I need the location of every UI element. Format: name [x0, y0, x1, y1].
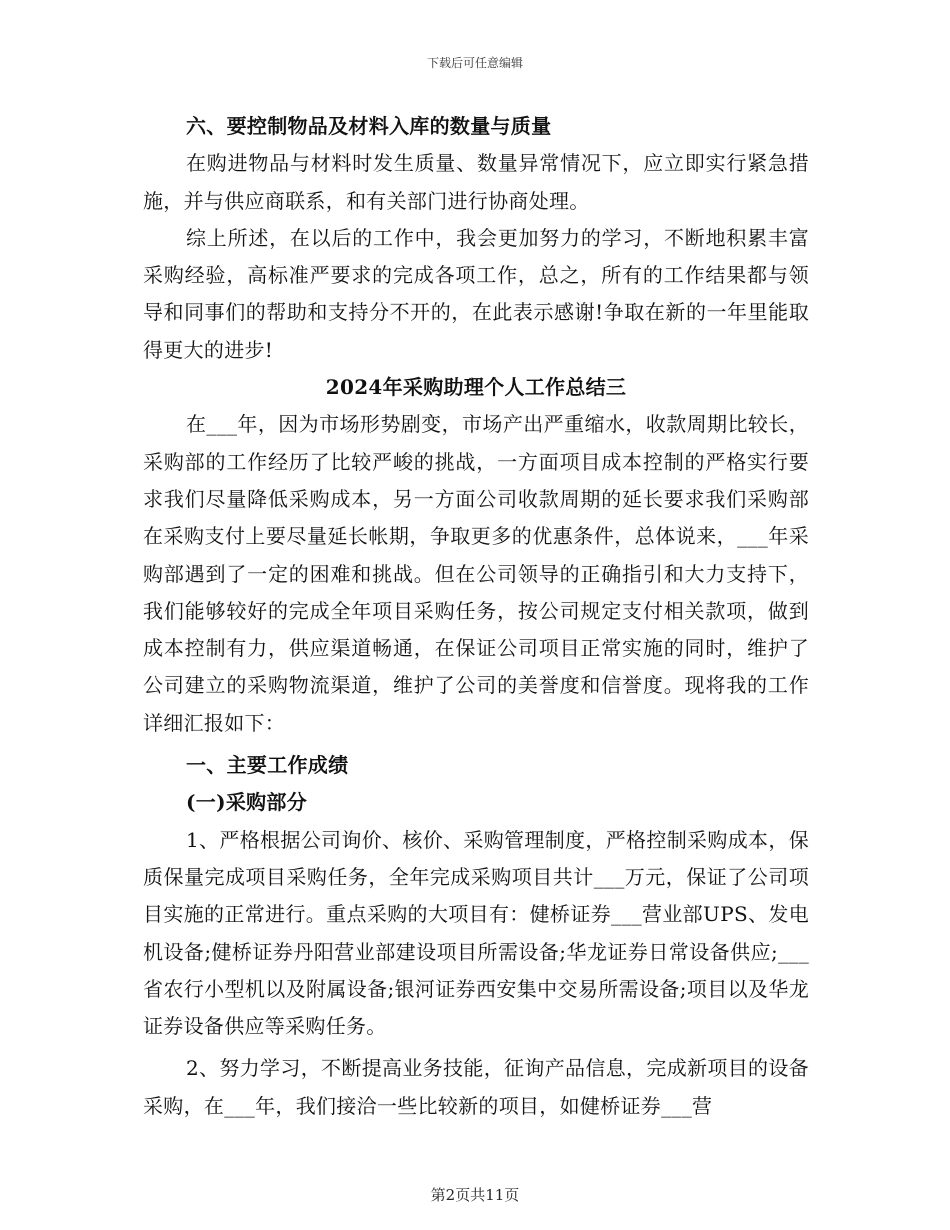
document-body [143, 108, 809, 1125]
subsection-heading: (一)采购部分 [186, 790, 308, 815]
paragraph: 在购进物品与材料时发生质量、数量异常情况下，应立即实行紧急措施，并与供应商联系，和有关部门进行协商处理。 [143, 151, 809, 213]
paragraph: 在___年，因为市场形势剧变，市场产出严重缩水，收款周期比较长，采购部的工作经历了比较严峻的挑战，一方面项目成本控制的严格实行要求我们尽量降低采购成本，另一方面公司收款周期的延长要求我们采购部在采购支付上要尽量延长帐期，争取更多的优惠条件，总体说来，___年采购部遇到了一定的困难和挑战。但在公司领导的正确指引和大力支持下，我们能够较好的完成全年项目采购任务，按公司规定支付相关款项，做到成本控制有力，供应渠道畅通，在保证公司项目正常实施的同时，维护了公司建立的采购物流渠道，维护了公司的美誉度和信誉度。现将我的工作详细汇报如下： [143, 412, 809, 735]
page-header: 下载后可任意编辑 [426, 56, 523, 70]
section-heading-1: 一、主要工作成绩 [186, 753, 349, 778]
page-footer: 第2页共11页 [430, 1186, 520, 1204]
paragraph: 2、努力学习，不断提高业务技能，征询产品信息，完成新项目的设备采购，在___年，我们接洽一些比较新的项目，如健桥证券___营 [143, 1056, 809, 1118]
paragraph: 1、严格根据公司询价、核价、采购管理制度，严格控制采购成本，保质保量完成项目采购任务，全年完成采购项目共计___万元，保证了公司项目实施的正常进行。重点采购的大项目有：健桥证券___营业部UPS、发电机设备;健桥证券丹阳营业部建设项目所需设备;华龙证券日常设备供应;___省农行小型机以及附属设备;银河证券西安集中交易所需设备;项目以及华龙证券设备供应等采购任务。 [143, 827, 809, 1039]
paragraph: 综上所述，在以后的工作中，我会更加努力的学习，不断地积累丰富采购经验，高标准严要求的完成各项工作，总之，所有的工作结果都与领导和同事们的帮助和支持分不开的，在此表示感谢!争取在新的一年里能取得更大的进步! [143, 225, 809, 362]
section-heading-6: 六、要控制物品及材料入库的数量与质量 [186, 114, 552, 138]
document-title: 2024年采购助理个人工作总结三 [325, 375, 627, 400]
